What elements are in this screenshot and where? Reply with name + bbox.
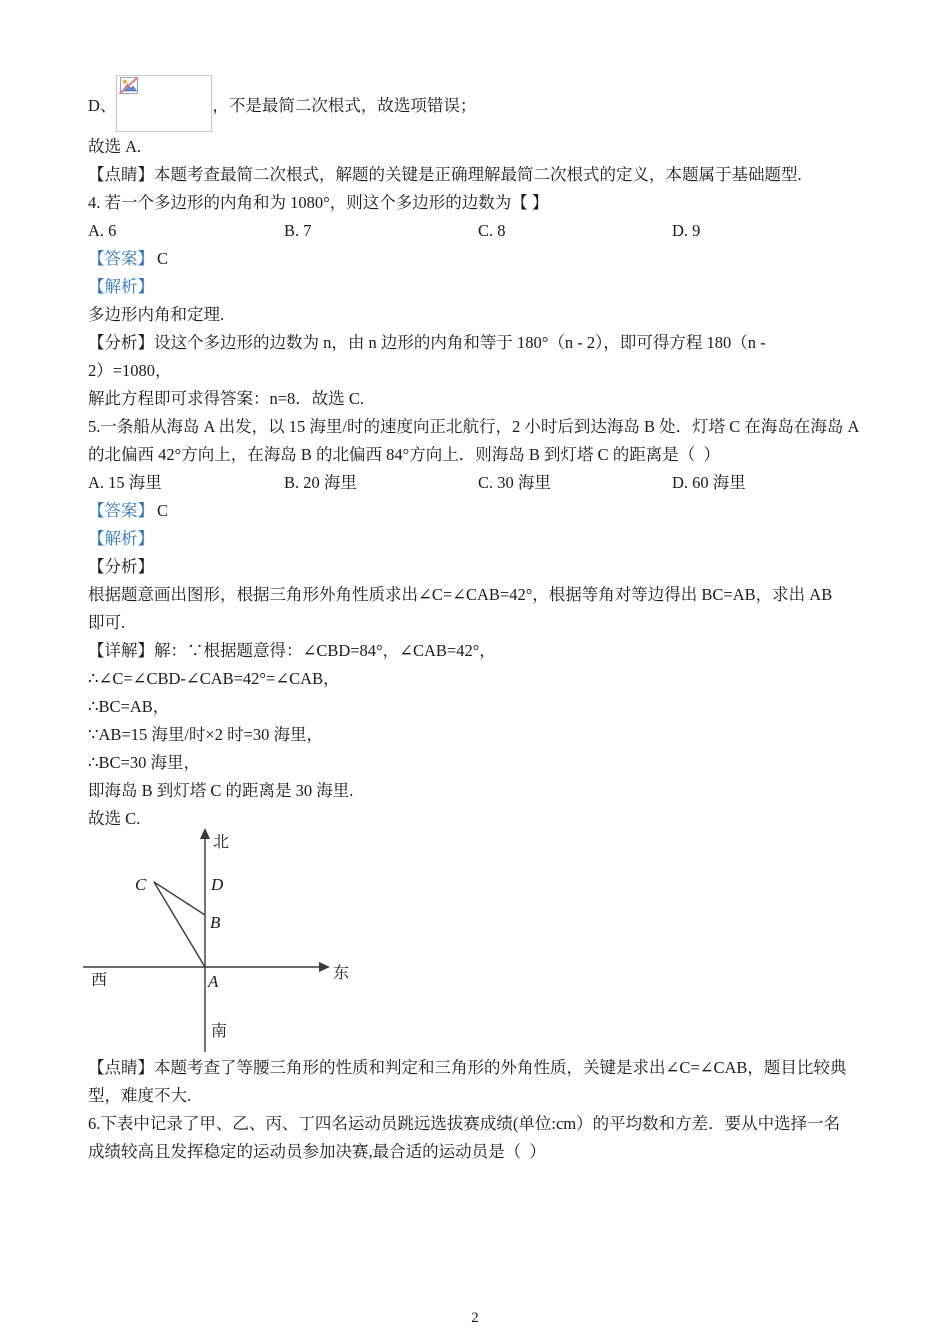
q5-step5: 即海岛 B 到灯塔 C 的距离是 30 海里. (88, 781, 354, 800)
q5-stem-line1: 5.一条船从海岛 A 出发，以 15 海里/时的速度向正北航行，2 小时后到达海岛 B 处．灯塔 C 在海岛在海岛 A (88, 417, 860, 436)
q4-option-d: D. 9 (672, 221, 701, 240)
broken-image-icon (119, 77, 139, 95)
q5-note-line1: 【点睛】本题考查了等腰三角形的性质和判定和三角形的外角性质，关键是求出∠C=∠CAB，题目比较典 (88, 1058, 847, 1077)
q5-option-a: A. 15 海里 (88, 473, 162, 492)
q4-option-a: A. 6 (88, 221, 117, 240)
q5-step4: ∴BC=30 海里， (88, 753, 200, 772)
q5-options-row (88, 469, 888, 497)
label-point-b: B (210, 913, 221, 932)
segment-ca (154, 882, 205, 967)
q4-analysis-label: 【解析】 (88, 277, 154, 296)
q3-option-d-line (88, 74, 888, 133)
label-point-d: D (211, 875, 224, 894)
q5-step2: ∴BC=AB， (88, 697, 170, 716)
q5-analysis-line2: 即可. (88, 613, 126, 632)
label-west: 西 (91, 972, 108, 989)
q4-analysis-line1: 【分析】设这个多边形的边数为 n，由 n 边形的内角和等于 180°（n - 2），即可得方程 180（n - (88, 333, 766, 352)
segment-cb (154, 882, 205, 915)
q4-stem: 4. 若一个多边形的内角和为 1080°，则这个多边形的边数为【 】 (88, 193, 549, 212)
north-arrowhead (200, 828, 210, 839)
formula-image-placeholder (116, 75, 212, 132)
q6-stem-line1: 6.下表中记录了甲、乙、丙、丁四名运动员跳远选拔赛成绩(单位:cm）的平均数和方差．要从中选择一名 (88, 1114, 841, 1133)
q5-option-c: C. 30 海里 (478, 473, 551, 492)
q4-analysis-line2: 2）=1080， (88, 361, 172, 380)
q4-answer-label: 【答案】 (88, 249, 154, 268)
label-south: 南 (211, 1023, 228, 1040)
label-north: 北 (213, 834, 230, 851)
label-point-a: A (208, 972, 219, 991)
q5-option-d: D. 60 海里 (672, 473, 746, 492)
label-east: 东 (333, 965, 350, 982)
label-point-c: C (135, 875, 147, 894)
q5-answer-line (88, 497, 888, 525)
q4-option-b: B. 7 (284, 221, 312, 240)
q5-answer-value: C (157, 501, 169, 520)
page-number: 2 (471, 1310, 479, 1326)
q4-option-c: C. 8 (478, 221, 506, 240)
q5-step3: ∵AB=15 海里/时×2 时=30 海里， (88, 725, 324, 744)
q3-option-d-text: ，不是最简二次根式，故选项错误； (212, 95, 477, 115)
q5-fenxi-label: 【分析】 (88, 557, 154, 576)
q5-note-line2: 型，难度不大. (88, 1086, 192, 1105)
q3-option-d-prefix: D、 (88, 95, 117, 115)
q5-stem-line2: 的北偏西 42°方向上，在海岛 B 的北偏西 84°方向上．则海岛 B 到灯塔 C 的距离是（ ） (88, 445, 720, 464)
q5-conclusion: 故选 C. (88, 809, 141, 828)
q3-note: 【点睛】本题考查最简二次根式，解题的关键是正确理解最简二次根式的定义，本题属于基础题型. (88, 165, 802, 184)
q4-knowledge: 多边形内角和定理. (88, 305, 225, 324)
q5-analysis-line1: 根据题意画出图形，根据三角形外角性质求出∠C=∠CAB=42°，根据等角对等边得出 BC=AB，求出 AB (88, 585, 833, 604)
q4-answer-value: C (157, 249, 169, 268)
east-arrowhead (319, 962, 330, 972)
q5-answer-label: 【答案】 (88, 501, 154, 520)
q5-analysis-label: 【解析】 (88, 529, 154, 548)
q4-answer-line (88, 245, 888, 273)
q4-conclusion: 解此方程即可求得答案：n=8．故选 C. (88, 389, 365, 408)
q6-stem-line2: 成绩较高且发挥稳定的运动员参加决赛,最合适的运动员是（ ） (88, 1142, 546, 1161)
q5-detail: 【详解】解：∵根据题意得：∠CBD=84°，∠CAB=42°， (88, 641, 496, 660)
q5-step1: ∴∠C=∠CBD-∠CAB=42°=∠CAB， (88, 669, 340, 688)
q3-conclusion: 故选 A. (88, 137, 142, 156)
q4-options-row (88, 217, 888, 245)
q5-direction-diagram (83, 828, 353, 1054)
q5-option-b: B. 20 海里 (284, 473, 357, 492)
document-content (88, 74, 888, 1166)
